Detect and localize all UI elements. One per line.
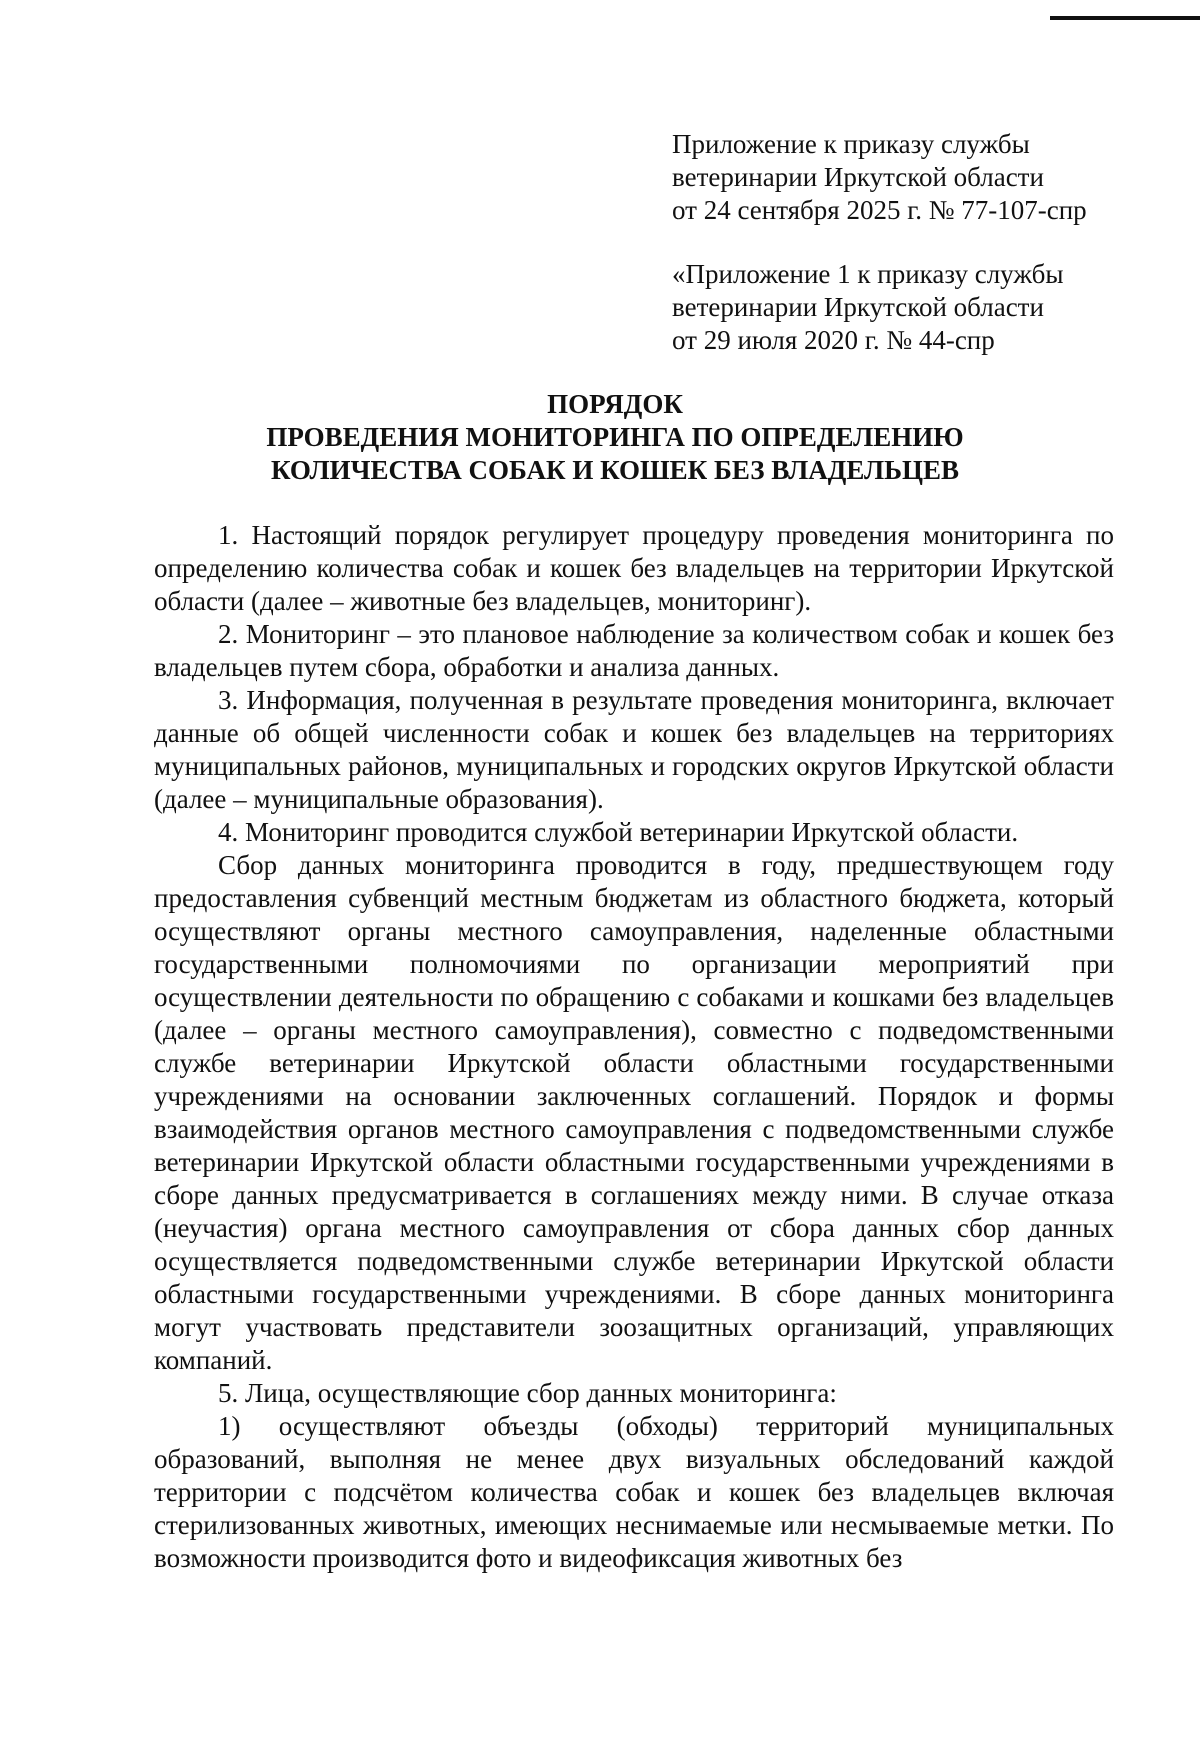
previous-attachment-line: от 29 июля 2020 г. № 44-спр [672, 325, 995, 355]
paragraph: 2. Мониторинг – это плановое наблюдение за количеством собак и кошек без владельцев путем сбора, обработки и анализа данных. [154, 619, 1114, 682]
scan-edge-line [1050, 16, 1200, 20]
document-body [154, 519, 1114, 1575]
title-line: ПОРЯДОК [547, 389, 683, 419]
previous-attachment-line: ветеринарии Иркутской области [672, 292, 1044, 322]
attachment-line: Приложение к приказу службы [672, 129, 1030, 159]
previous-attachment-line: «Приложение 1 к приказу службы [672, 259, 1064, 289]
document-title [150, 388, 1080, 487]
paragraph: 1) осуществляют объезды (обходы) территорий муниципальных образований, выполняя не менее двух визуальных обследований каждой территории с подсчётом количества собак и кошек без владельцев включая стерилизованных животных, имеющих неснимаемые или несмываемые метки. По возможности производится фото и видеофиксация животных без [154, 1411, 1114, 1573]
attachment-line: от 24 сентября 2025 г. № 77-107-спр [672, 195, 1087, 225]
paragraph: 4. Мониторинг проводится службой ветеринарии Иркутской области. [218, 817, 1019, 847]
paragraph: Сбор данных мониторинга проводится в году, предшествующем году предоставления субвенций местным бюджетам из областного бюджета, который осуществляют органы местного самоуправления, наделенные областными государственными полномочиями по организации мероприятий при осуществлении деятельности по обращению с собаками и кошками без владельцев (далее – органы местного самоуправления), совместно с подведомственными службе ветеринарии Иркутской области областными государственными учреждениями на основании заключенных соглашений. Порядок и формы взаимодействия органов местного самоуправления с подведомственными службе ветеринарии Иркутской области областными государственными учреждениями в сборе данных предусматривается в соглашениях между ними. В случае отказа (неучастия) органа местного самоуправления от сбора данных сбор данных осуществляется подведомственными службе ветеринарии Иркутской области областными государственными учреждениями. В сборе данных мониторинга могут участвовать представители зоозащитных организаций, управляющих компаний. [154, 850, 1114, 1375]
paragraph: 3. Информация, полученная в результате проведения мониторинга, включает данные об общей численности собак и кошек без владельцев на территориях муниципальных районов, муниципальных и городских округов Иркутской области (далее – муниципальные образования). [154, 685, 1114, 814]
previous-attachment-header [672, 258, 1064, 357]
attachment-line: ветеринарии Иркутской области [672, 162, 1044, 192]
title-line: ПРОВЕДЕНИЯ МОНИТОРИНГА ПО ОПРЕДЕЛЕНИЮ [266, 422, 964, 452]
attachment-header [672, 128, 1087, 227]
paragraph: 5. Лица, осуществляющие сбор данных мониторинга: [218, 1378, 837, 1408]
title-line: КОЛИЧЕСТВА СОБАК И КОШЕК БЕЗ ВЛАДЕЛЬЦЕВ [270, 455, 960, 485]
paragraph: 1. Настоящий порядок регулирует процедуру проведения мониторинга по определению количества собак и кошек без владельцев на территории Иркутской области (далее – животные без владельцев, мониторинг). [154, 520, 1114, 616]
